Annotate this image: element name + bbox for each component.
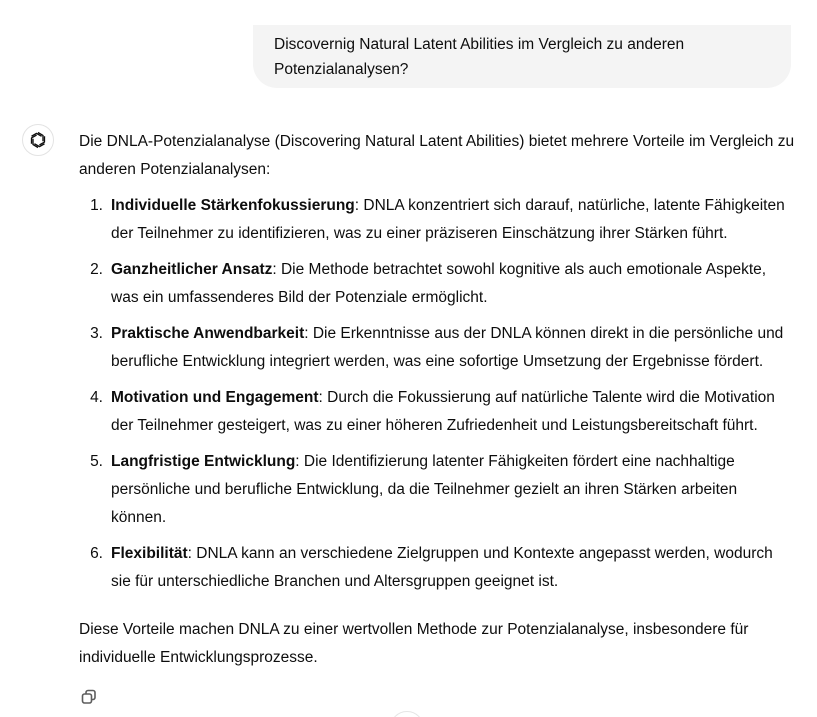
user-message-text: Discovernig Natural Latent Abilities im Vergleich zu anderen Potenzialanalysen? (274, 36, 685, 78)
assistant-message (79, 128, 795, 672)
list-item-title: Langfristige Entwicklung (111, 453, 296, 470)
copy-icon (80, 688, 98, 706)
list-item-text: : Durch die Fokussierung auf natürliche Talente wird die Motivation der Teilnehmer gesteigert, was zu einer höheren Zufriedenheit und Leistungsbereitschaft führt. (111, 389, 775, 434)
list-item-number: 1. (90, 197, 103, 214)
list-item-number: 5. (90, 453, 103, 470)
list-item-number: 4. (90, 389, 103, 406)
list-item-number: 2. (90, 261, 103, 278)
list-item-title: Individuelle Stärkenfokussierung (111, 197, 355, 214)
list-item (79, 192, 795, 248)
list-item-title: Praktische Anwendbarkeit (111, 325, 305, 342)
list-item (79, 256, 795, 312)
advantages-list (79, 192, 795, 596)
assistant-intro: Die DNLA-Potenzialanalyse (Discovering Natural Latent Abilities) bietet mehrere Vorteile im Vergleich zu anderen Potenzialanalysen: (79, 133, 795, 178)
list-item (79, 540, 795, 596)
assistant-avatar (22, 124, 54, 156)
list-item (79, 384, 795, 440)
user-message-bubble (253, 25, 791, 88)
list-item-text: : DNLA konzentriert sich darauf, natürliche, latente Fähigkeiten der Teilnehmer zu identifizieren, was zu einer präziseren Einschätzung ihrer Stärken führt. (111, 197, 785, 242)
list-item (79, 448, 795, 532)
openai-logo-icon (28, 130, 48, 150)
list-item-number: 3. (90, 325, 103, 342)
list-item-title: Flexibilität (111, 545, 188, 562)
list-item-text: : Die Identifizierung latenter Fähigkeiten fördert eine nachhaltige persönliche und berufliche Entwicklung, da die Teilnehmer gezielt an ihren Stärken arbeiten können. (111, 453, 738, 526)
list-item-title: Motivation und Engagement (111, 389, 319, 406)
assistant-outro: Diese Vorteile machen DNLA zu einer wertvollen Methode zur Potenzialanalyse, insbesondere für individuelle Entwicklungsprozesse. (79, 621, 749, 666)
scroll-down-button[interactable] (390, 711, 424, 717)
list-item-number: 6. (90, 545, 103, 562)
list-item-text: : Die Methode betrachtet sowohl kognitive als auch emotionale Aspekte, was ein umfassenderes Bild der Potenziale ermöglicht. (111, 261, 767, 306)
list-item-text: : DNLA kann an verschiedene Zielgruppen und Kontexte angepasst werden, wodurch sie für unterschiedliche Branchen und Altersgruppen geeignet ist. (111, 545, 773, 590)
list-item-text: : Die Erkenntnisse aus der DNLA können direkt in die persönliche und berufliche Entwicklung integriert werden, was eine sofortige Umsetzung der Ergebnisse fördert. (111, 325, 784, 370)
list-item-title: Ganzheitlicher Ansatz (111, 261, 273, 278)
list-item (79, 320, 795, 376)
copy-button[interactable] (80, 688, 100, 708)
